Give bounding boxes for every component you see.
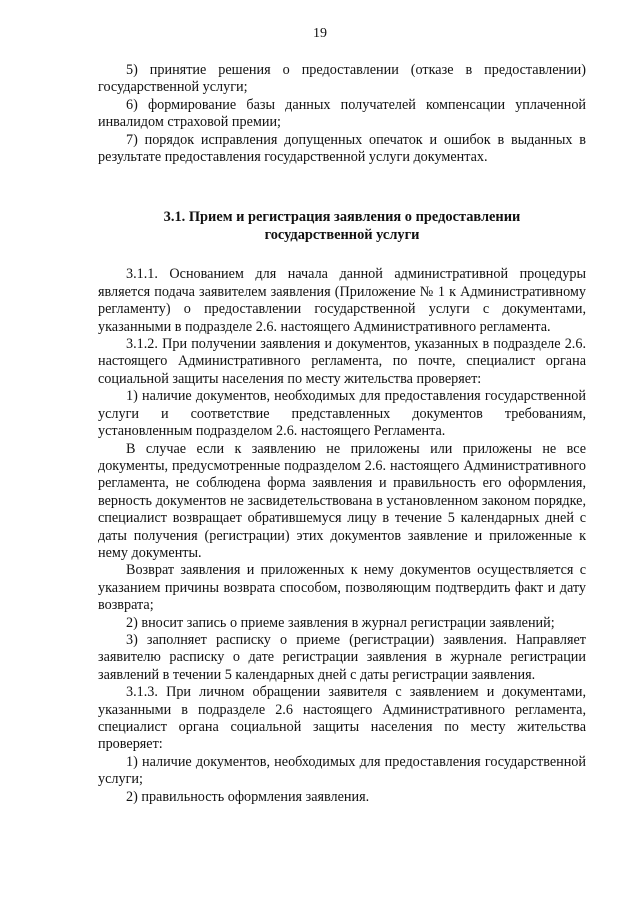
paragraph-journal-entry: 2) вносит запись о приеме заявления в журнал регистрации заявлений; [126, 614, 555, 631]
paragraph-3-1-2: 3.1.2. При получении заявления и документов, указанных в подразделе 2.6. настоящего Административного регламента, по почте, специалист органа социальной защиты населения по месту жительства проверяет: [98, 336, 586, 387]
paragraph-check-form: 2) правильность оформления заявления. [126, 788, 370, 805]
list-item-7: 7) порядок исправления допущенных опечаток и ошибок в выданных в результате предоставления государственной услуги документах. [98, 131, 586, 166]
paragraph-check-documents: 1) наличие документов, необходимых для предоставления государственной услуги; [98, 753, 586, 788]
page-number: 19 [313, 26, 327, 41]
list-item-6: 6) формирование базы данных получателей компенсации уплаченной инвалидом страховой премии; [98, 96, 586, 131]
paragraph-receipt: 3) заполняет расписку о приеме (регистрации) заявления. Направляет заявителю расписку о дате регистрации заявления в журнале регистрации заявлений в течении 5 календарных дней с даты регистрации заявления. [98, 631, 586, 683]
paragraph-3-1-1: 3.1.1. Основанием для начала данной административной процедуры является подача заявителем заявления (Приложение № 1 к Административному регламенту) о предоставлении государственной услуги с документами, указанными в подразделе 2.6. настоящего Административного регламента. [98, 266, 586, 335]
list-item-5: 5) принятие решения о предоставлении (отказе в предоставлении) государственной услуги; [98, 62, 586, 96]
paragraph-incomplete-documents: В случае если к заявлению не приложены или приложены не все документы, предусмотренные подразделом 2.6. настоящего Административного регламента, не соблюдена форма заявления и правильность его оформления, верность документов не засвидетельствована в установленном законом порядке, специалист возвращает обратившемуся лицу в течение 5 календарных дней с даты получения (регистрации) этих документов заявление и приложенные к нему документы. [98, 440, 586, 561]
section-title: 3.1. Прием и регистрация заявления о предоставлении государственной услуги [163, 209, 521, 244]
paragraph-return: Возврат заявления и приложенных к нему документов осуществляется с указанием причины возврата способом, позволяющим подтвердить факт и дату возврата; [98, 562, 586, 614]
document-body [98, 62, 586, 806]
paragraph-3-1-3: 3.1.3. При личном обращении заявителя с заявлением и документами, указанными в подразделе 2.6 настоящего Административного регламента, специалист органа социальной защиты населения по месту жительства проверяет: [98, 684, 586, 753]
paragraph-check-1: 1) наличие документов, необходимых для предоставления государственной услуги и соответствие представленных документов требованиям, установленным подразделом 2.6. настоящего Регламента. [98, 388, 586, 440]
